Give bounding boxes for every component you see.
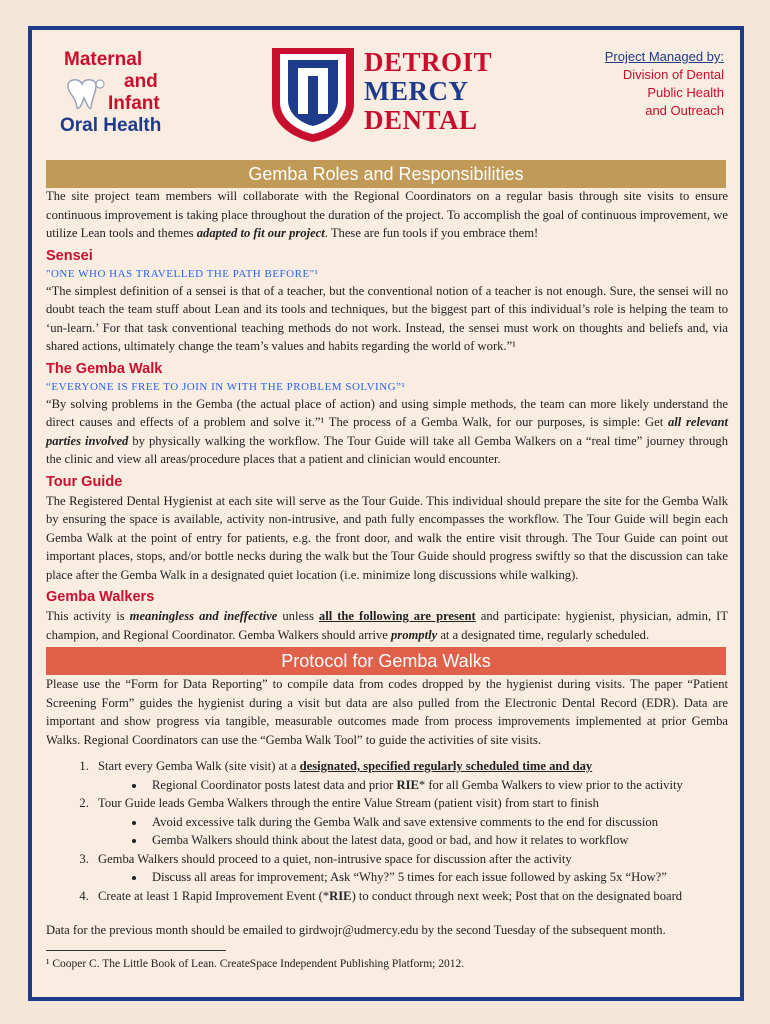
gemba-walkers-body: This activity is meaningless and ineffective unless all the following are present and participate: hygienist, physician, admin, IT champion, and Regional Coordinator. Gemba Walkers should arrive promptly at a designated time, regularly scheduled. <box>46 609 729 642</box>
sensei-heading: Sensei <box>46 247 93 264</box>
step-3-bullet: • Discuss all areas for improvement; Ask “Why?” 5 times for each issue followed by asking 5x “How?” <box>146 868 728 887</box>
tooth-icon <box>62 76 106 112</box>
step-4: 4. Create at least 1 Rapid Improvement Event (*RIE) to conduct through next week; Post that on the designated board <box>92 887 728 906</box>
gemba-walk-body: “By solving problems in the Gemba (the actual place of action) and using simple methods, the team can more likely understand the direct causes and effects of a problem and solve it.”¹ The process of a Gemba Walk, for our purposes, is simple: Get all relevant parties involved by physically walking the workflow. The Tour Guide will take all Gemba Walkers on a “real time” journey through the clinic and view all areas/procedure places that a patient and clinician would encounter. <box>46 396 728 466</box>
logo-line-2: and <box>124 71 158 92</box>
managed-by-title: Project Managed by: <box>604 49 724 64</box>
step-3: 3. Gemba Walkers should proceed to a quiet, non-intrusive space for discussion after the activity • Discuss all areas for improvement; Ask “Why?” 5 times for each issue followed by asking 5x “How?” <box>92 850 728 887</box>
maternal-infant-oral-health-logo <box>60 48 190 148</box>
managed-by-line: and Outreach <box>645 103 724 118</box>
gemba-walk-heading: The Gemba Walk <box>46 360 163 377</box>
managed-by-line: Public Health <box>647 85 724 100</box>
step-1: 1. Start every Gemba Walk (site visit) at a designated, specified regularly scheduled time and day • Regional Coordinator posts latest data and prior RIE* for all Gemba Walkers to view prior to the activity <box>92 757 728 794</box>
detroit-mercy-dental-logo <box>364 48 492 135</box>
step-2-bullet: • Gemba Walkers should think about the latest data, good or bad, and how it relates to workflow <box>146 831 728 850</box>
logo-line-4: Oral Health <box>60 115 162 136</box>
logo-word-mercy: MERCY <box>364 76 469 106</box>
logo-word-detroit: DETROIT <box>364 47 493 77</box>
roles-section <box>46 187 728 644</box>
footnote: ¹ Cooper C. The Little Book of Lean. CreateSpace Independent Publishing Platform; 2012. <box>46 957 465 970</box>
gemba-walkers-heading: Gemba Walkers <box>46 589 155 605</box>
step-1-bullet: • Regional Coordinator posts latest data and prior RIE* for all Gemba Walkers to view prior to the activity <box>146 776 728 795</box>
sensei-body: “The simplest definition of a sensei is that of a teacher, but the conventional notion of a teacher is not enough. Sure, the sensei will no doubt teach the team stuff about Lean and its tools and techniques, but the biggest part of this individual’s role is helping the team to ‘un-learn.’ For that task conventional teaching methods do not work. Instead, the sensei must work on thoughts and beliefs and, via shared actions, ultimately change the team’s values and habits regarding the world of work.”¹ <box>46 283 728 353</box>
protocol-intro: Please use the “Form for Data Reporting” to compile data from codes dropped by the hygienist during visits. The paper “Patient Screening Form” guides the hygienist during a visit but data are also pulled from the Electronic Dental Record (EDR). Data are important and show progress via tangible, measurable outcomes made from process improvements implemented at prior Gemba Walks. Regional Coordinators can use the “Gemba Walk Tool” to guide the activities of site visits. <box>46 677 728 747</box>
logo-line-3: Infant <box>108 93 160 114</box>
project-managed-by <box>605 48 724 120</box>
closing-note: Data for the previous month should be emailed to girdwojr@udmercy.edu by the second Tuesday of the subsequent month. <box>46 923 666 937</box>
logo-word-dental: DENTAL <box>364 105 478 135</box>
tour-guide-body: The Registered Dental Hygienist at each site will serve as the Tour Guide. This individual should prepare the site for the Gemba Walk by ensuring the space is available, activity non-intrusive, and path fully encompasses the workflow. The Tour Guide will begin each Gemba Walk at the point of entry for patients, e.g. the front door, and walk the entire visit through. The Tour Guide can point out important places, stops, and/or bottle necks during the walk but the Tour Guide should progress swiftly so that the discussion can take place after the Gemba Walk in a designated quiet location (i.e. minimize long discussions while walking). <box>46 493 728 582</box>
intro-paragraph: The site project team members will collaborate with the Regional Coordinators on a regular basis through site visits to ensure continuous improvement is taking place throughout the duration of the project. To accomplish the goal of continuous improvement, we utilize Lean tools and themes adapted to fit our project. These are fun tools if you embrace them! <box>46 189 728 240</box>
footnote-divider <box>46 950 226 951</box>
header <box>32 30 740 150</box>
step-2: 2. Tour Guide leads Gemba Walkers through the entire Value Stream (patient visit) from start to finish • Avoid excessive talk during the Gemba Walk and save extensive comments to the end for discussion • Gemba Walkers should think about the latest data, good or bad, and how it relates to workflow <box>92 794 728 850</box>
sensei-quote: "ONE WHO HAS TRAVELLED THE PATH BEFORE"¹ <box>46 267 319 280</box>
section-title-protocol: Protocol for Gemba Walks <box>46 647 726 675</box>
section-title-roles: Gemba Roles and Responsibilities <box>46 160 726 188</box>
page-frame <box>28 26 744 1001</box>
tour-guide-heading: Tour Guide <box>46 473 123 490</box>
protocol-section <box>46 675 728 973</box>
managed-by-line: Division of Dental <box>622 67 724 82</box>
step-2-bullet: • Avoid excessive talk during the Gemba Walk and save extensive comments to the end for discussion <box>146 813 728 832</box>
protocol-steps <box>46 757 728 905</box>
gemba-walk-quote: “EVERYONE IS FREE TO JOIN IN WITH THE PROBLEM SOLVING”¹ <box>46 380 406 393</box>
logo-line-1: Maternal <box>64 49 143 70</box>
